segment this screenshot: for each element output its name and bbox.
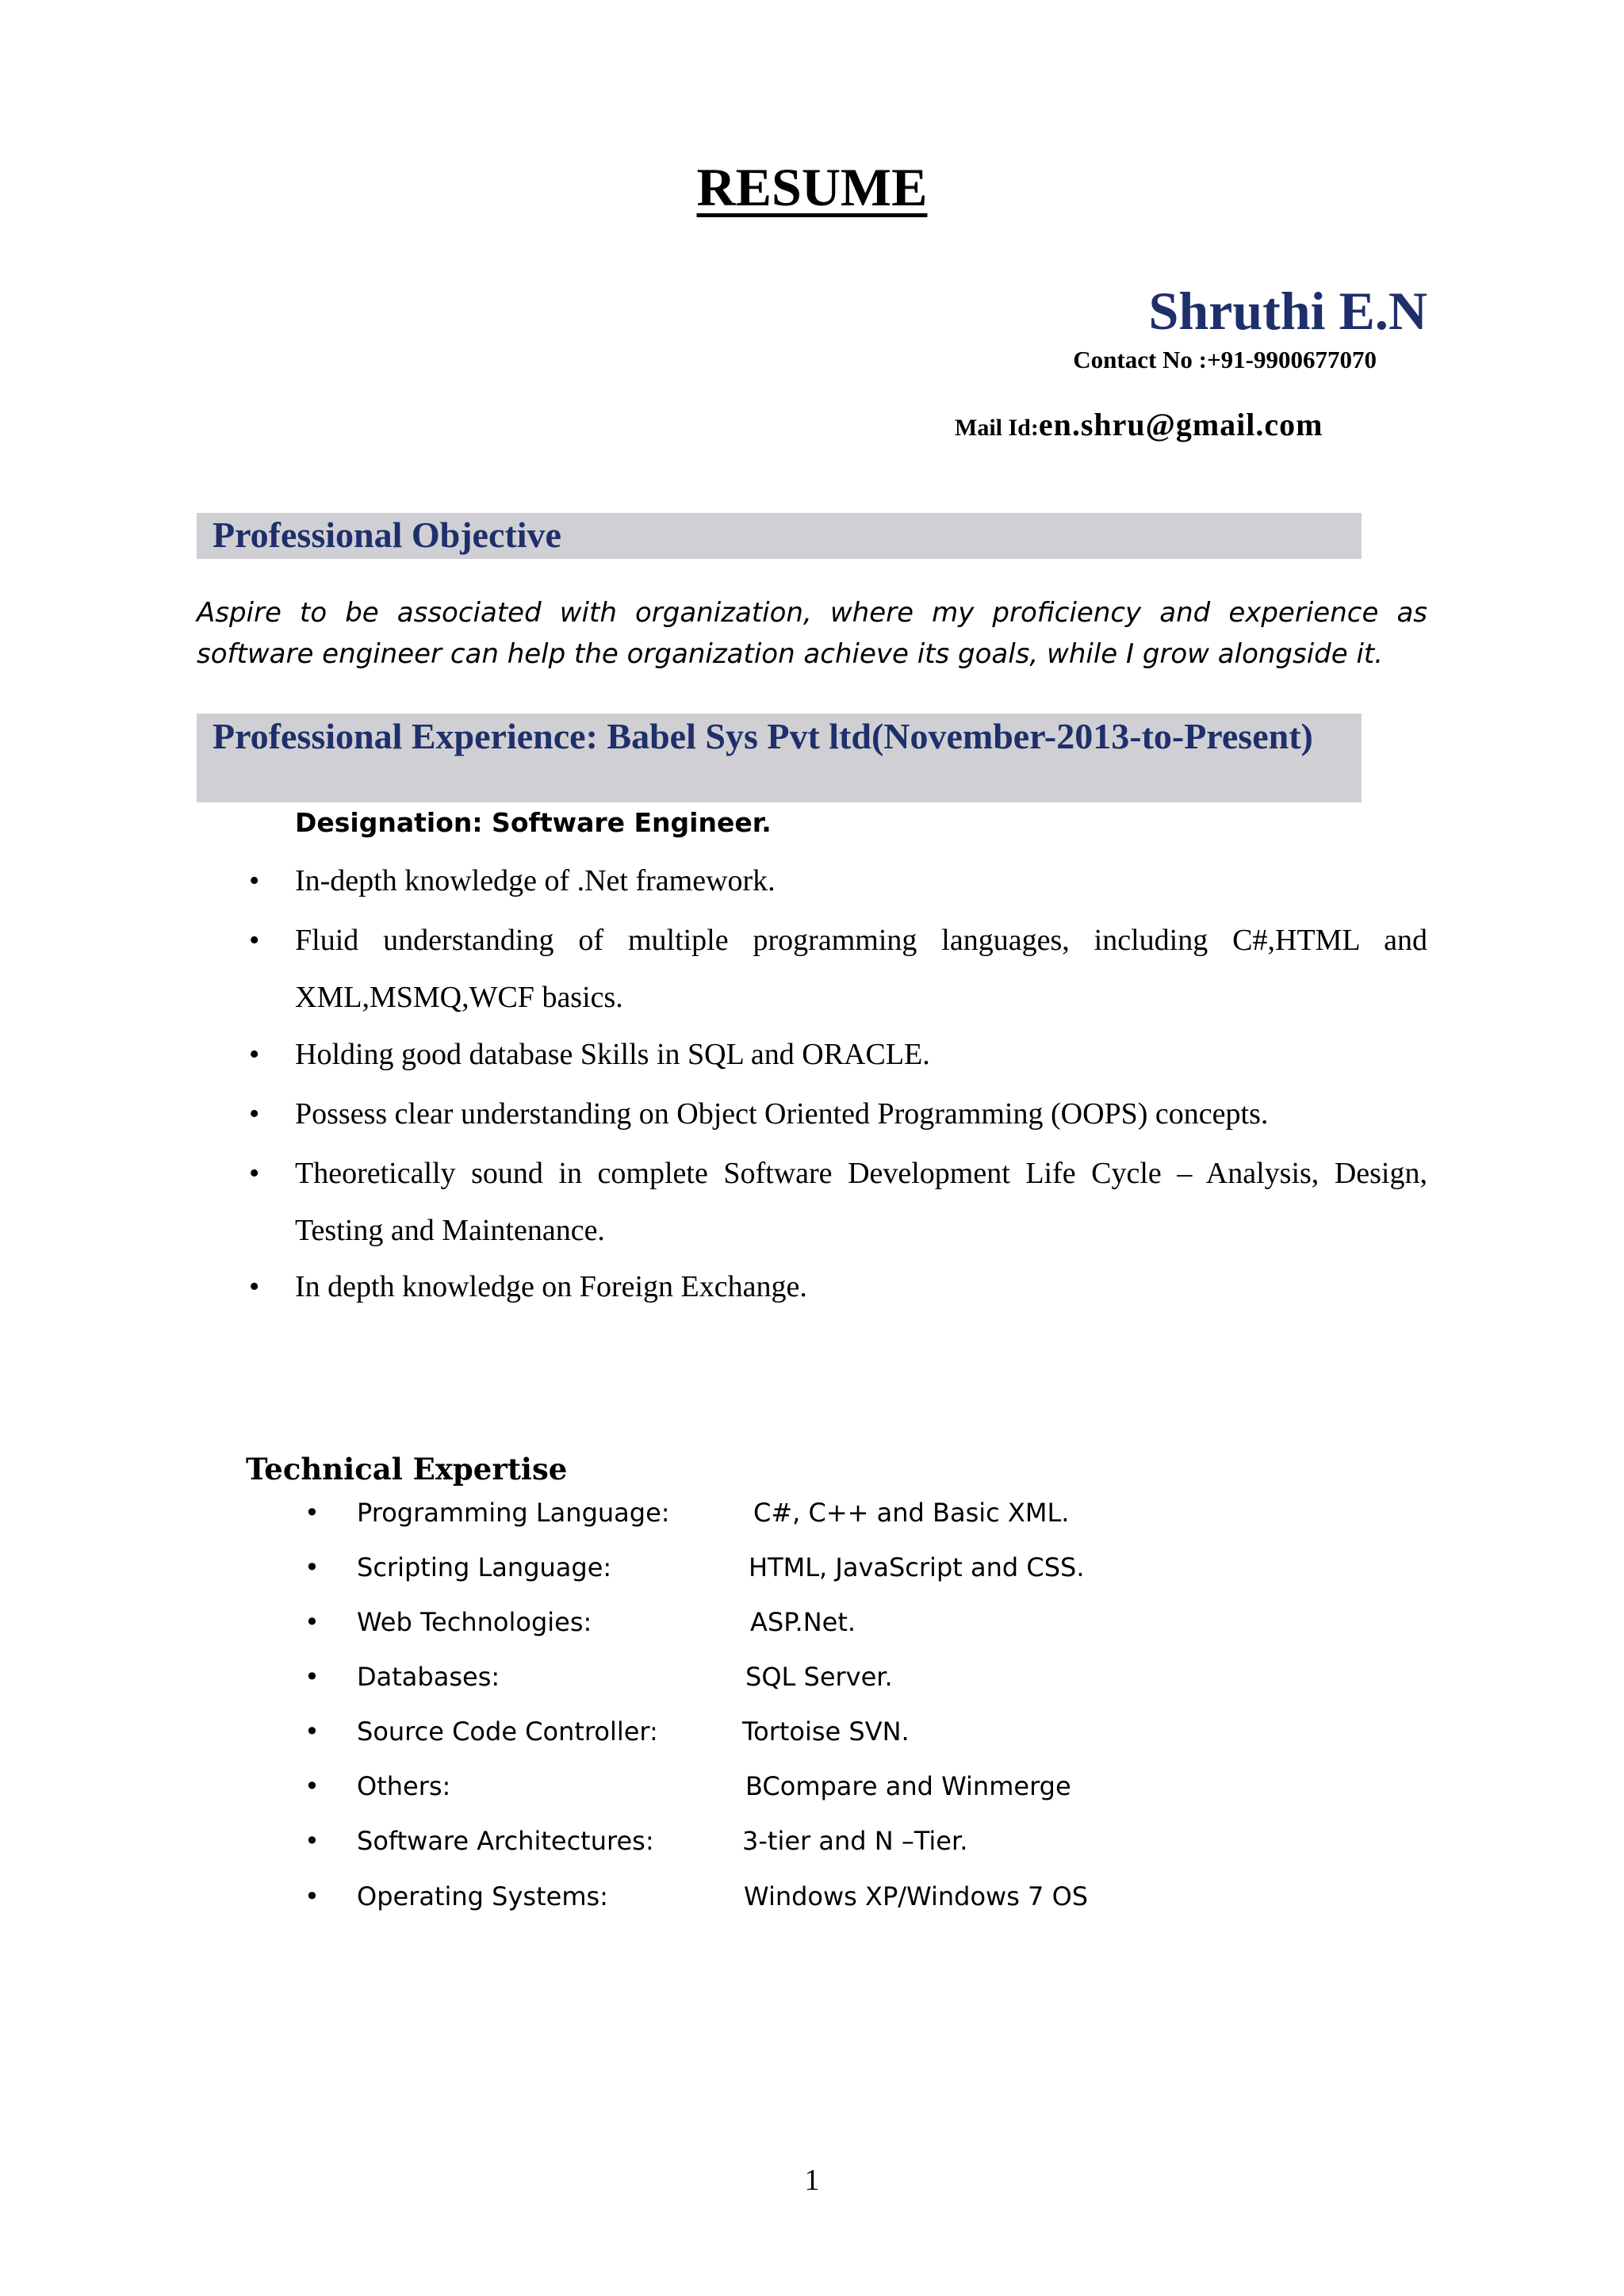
- tech-label: Web Technologies:: [357, 1607, 592, 1637]
- tech-label: Programming Language:: [357, 1498, 670, 1528]
- tech-row: [0, 1544, 1624, 1591]
- experience-heading: Professional Experience: Babel Sys Pvt ltd(November-2013-to-Present): [197, 714, 1362, 802]
- contact-label: Contact No :: [1073, 346, 1207, 373]
- bullet-icon: •: [249, 1157, 260, 1190]
- tech-row: [0, 1708, 1624, 1755]
- contact-number: +91-9900677070: [1207, 346, 1377, 373]
- bullet-icon: •: [249, 1038, 260, 1071]
- objective-text: Aspire to be associated with organization, where my proficiency and experience as software engineer can help the organization achieve its goals, while I grow alongside it.: [197, 597, 1427, 670]
- bullet-icon: •: [304, 1662, 320, 1692]
- tech-value: C#, C++ and Basic XML.: [753, 1498, 1070, 1528]
- tech-row: [0, 1817, 1624, 1865]
- bullet-icon: •: [304, 1881, 320, 1911]
- experience-item: Holding good database Skills in SQL and ORACLE.: [295, 1038, 930, 1071]
- tech-label: Databases:: [357, 1662, 500, 1692]
- tech-label: Software Architectures:: [357, 1826, 654, 1856]
- tech-value: HTML, JavaScript and CSS.: [749, 1552, 1085, 1582]
- bullet-icon: •: [304, 1826, 320, 1856]
- experience-item: Possess clear understanding on Object Oriented Programming (OOPS) concepts.: [295, 1097, 1269, 1131]
- bullet-icon: •: [249, 1097, 260, 1131]
- experience-item: In-depth knowledge of .Net framework.: [295, 864, 776, 897]
- bullet-icon: •: [249, 864, 260, 897]
- tech-row: [0, 1762, 1624, 1810]
- mail-line: [955, 406, 1323, 447]
- experience-item: Theoretically sound in complete Software Development Life Cycle – Analysis, Design, Testing and Maintenance.: [295, 1157, 1427, 1247]
- tech-value: Tortoise SVN.: [742, 1716, 910, 1747]
- bullet-icon: •: [304, 1498, 320, 1528]
- tech-row: [0, 1489, 1624, 1536]
- tech-value: ASP.Net.: [750, 1607, 856, 1637]
- mail-label: Mail Id:: [955, 415, 1039, 441]
- tech-value: Windows XP/Windows 7 OS: [744, 1881, 1089, 1911]
- bullet-icon: •: [249, 1270, 260, 1303]
- tech-row: [0, 1873, 1624, 1920]
- tech-label: Scripting Language:: [357, 1552, 612, 1582]
- document-title: RESUME: [696, 157, 928, 217]
- experience-item: Fluid understanding of multiple programming languages, including C#,HTML and XML,MSMQ,WCF basics.: [295, 924, 1427, 1014]
- page-number: 1: [804, 2164, 820, 2197]
- bullet-icon: •: [304, 1607, 320, 1637]
- objective-heading: Professional Objective: [197, 513, 1362, 559]
- tech-value: BCompare and Winmerge: [745, 1771, 1071, 1801]
- bullet-icon: •: [304, 1771, 320, 1801]
- tech-value: 3-tier and N –Tier.: [742, 1826, 968, 1856]
- candidate-name: Shruthi E.N: [1148, 281, 1427, 341]
- tech-row: [0, 1598, 1624, 1646]
- designation: Designation: Software Engineer.: [295, 807, 772, 838]
- tech-label: Others:: [357, 1771, 451, 1801]
- bullet-icon: •: [304, 1552, 320, 1582]
- tech-row: [0, 1653, 1624, 1701]
- tech-label: Source Code Controller:: [357, 1716, 658, 1747]
- mail-address: en.shru@gmail.com: [1038, 407, 1323, 442]
- experience-item: In depth knowledge on Foreign Exchange.: [295, 1270, 807, 1303]
- tech-label: Operating Systems:: [357, 1881, 608, 1911]
- tech-value: SQL Server.: [745, 1662, 893, 1692]
- contact-line: [1073, 344, 1377, 376]
- bullet-icon: •: [304, 1716, 320, 1747]
- technical-heading: Technical Expertise: [246, 1452, 568, 1487]
- bullet-icon: •: [249, 924, 260, 957]
